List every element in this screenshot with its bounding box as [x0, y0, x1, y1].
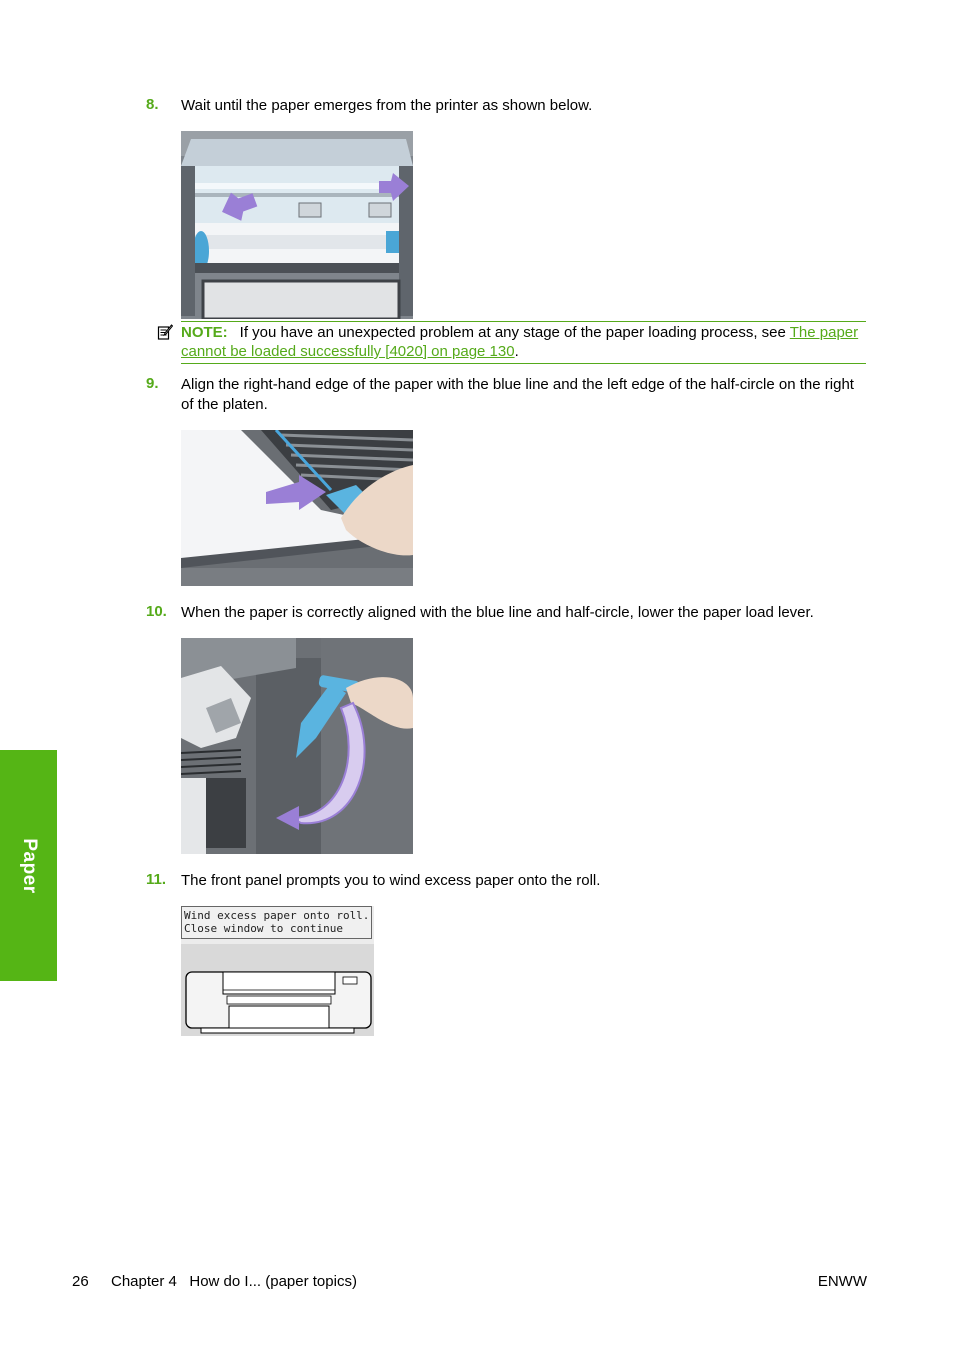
side-tab-label: Paper: [18, 837, 40, 894]
front-panel-figure: [181, 906, 374, 1036]
step-8-number: 8.: [146, 96, 159, 113]
printer-front-icon: [181, 944, 374, 1036]
note-label: NOTE:: [181, 324, 228, 341]
note-text: If you have an unexpected problem at any stage of the paper loading process, see: [239, 324, 790, 341]
step-8-text: Wait until the paper emerges from the printer as shown below.: [181, 97, 593, 114]
note-box: [181, 321, 866, 364]
step-9-text: Align the right-hand edge of the paper with the blue line and the left edge of the half-circle on the right of the platen.: [181, 376, 854, 413]
paper-load-lever-figure: [181, 638, 413, 854]
footer-right: ENWW: [817, 1273, 867, 1290]
front-panel-line-1: Wind excess paper onto roll.: [184, 909, 370, 922]
note-link[interactable]: The paper cannot be loaded successfully [4020] on page 130: [181, 324, 859, 360]
note-end: .: [514, 343, 519, 360]
footer-chapter: Chapter 4 How do I... (paper topics): [111, 1273, 357, 1290]
printer-paper-emerging-figure: [181, 131, 413, 319]
footer-page-number: 26: [72, 1273, 89, 1290]
paper-alignment-figure: [181, 430, 413, 586]
note-icon: [157, 324, 173, 340]
step-10-number: 10.: [146, 603, 167, 620]
step-9-number: 9.: [146, 375, 159, 392]
step-11-text: The front panel prompts you to wind excess paper onto the roll.: [181, 872, 601, 889]
front-panel-screen: [181, 906, 372, 939]
step-11-number: 11.: [146, 871, 167, 888]
front-panel-line-2: Close window to continue: [184, 922, 343, 935]
step-10-text: When the paper is correctly aligned with the blue line and half-circle, lower the paper load lever.: [181, 604, 814, 621]
side-tab-paper: [0, 750, 57, 981]
